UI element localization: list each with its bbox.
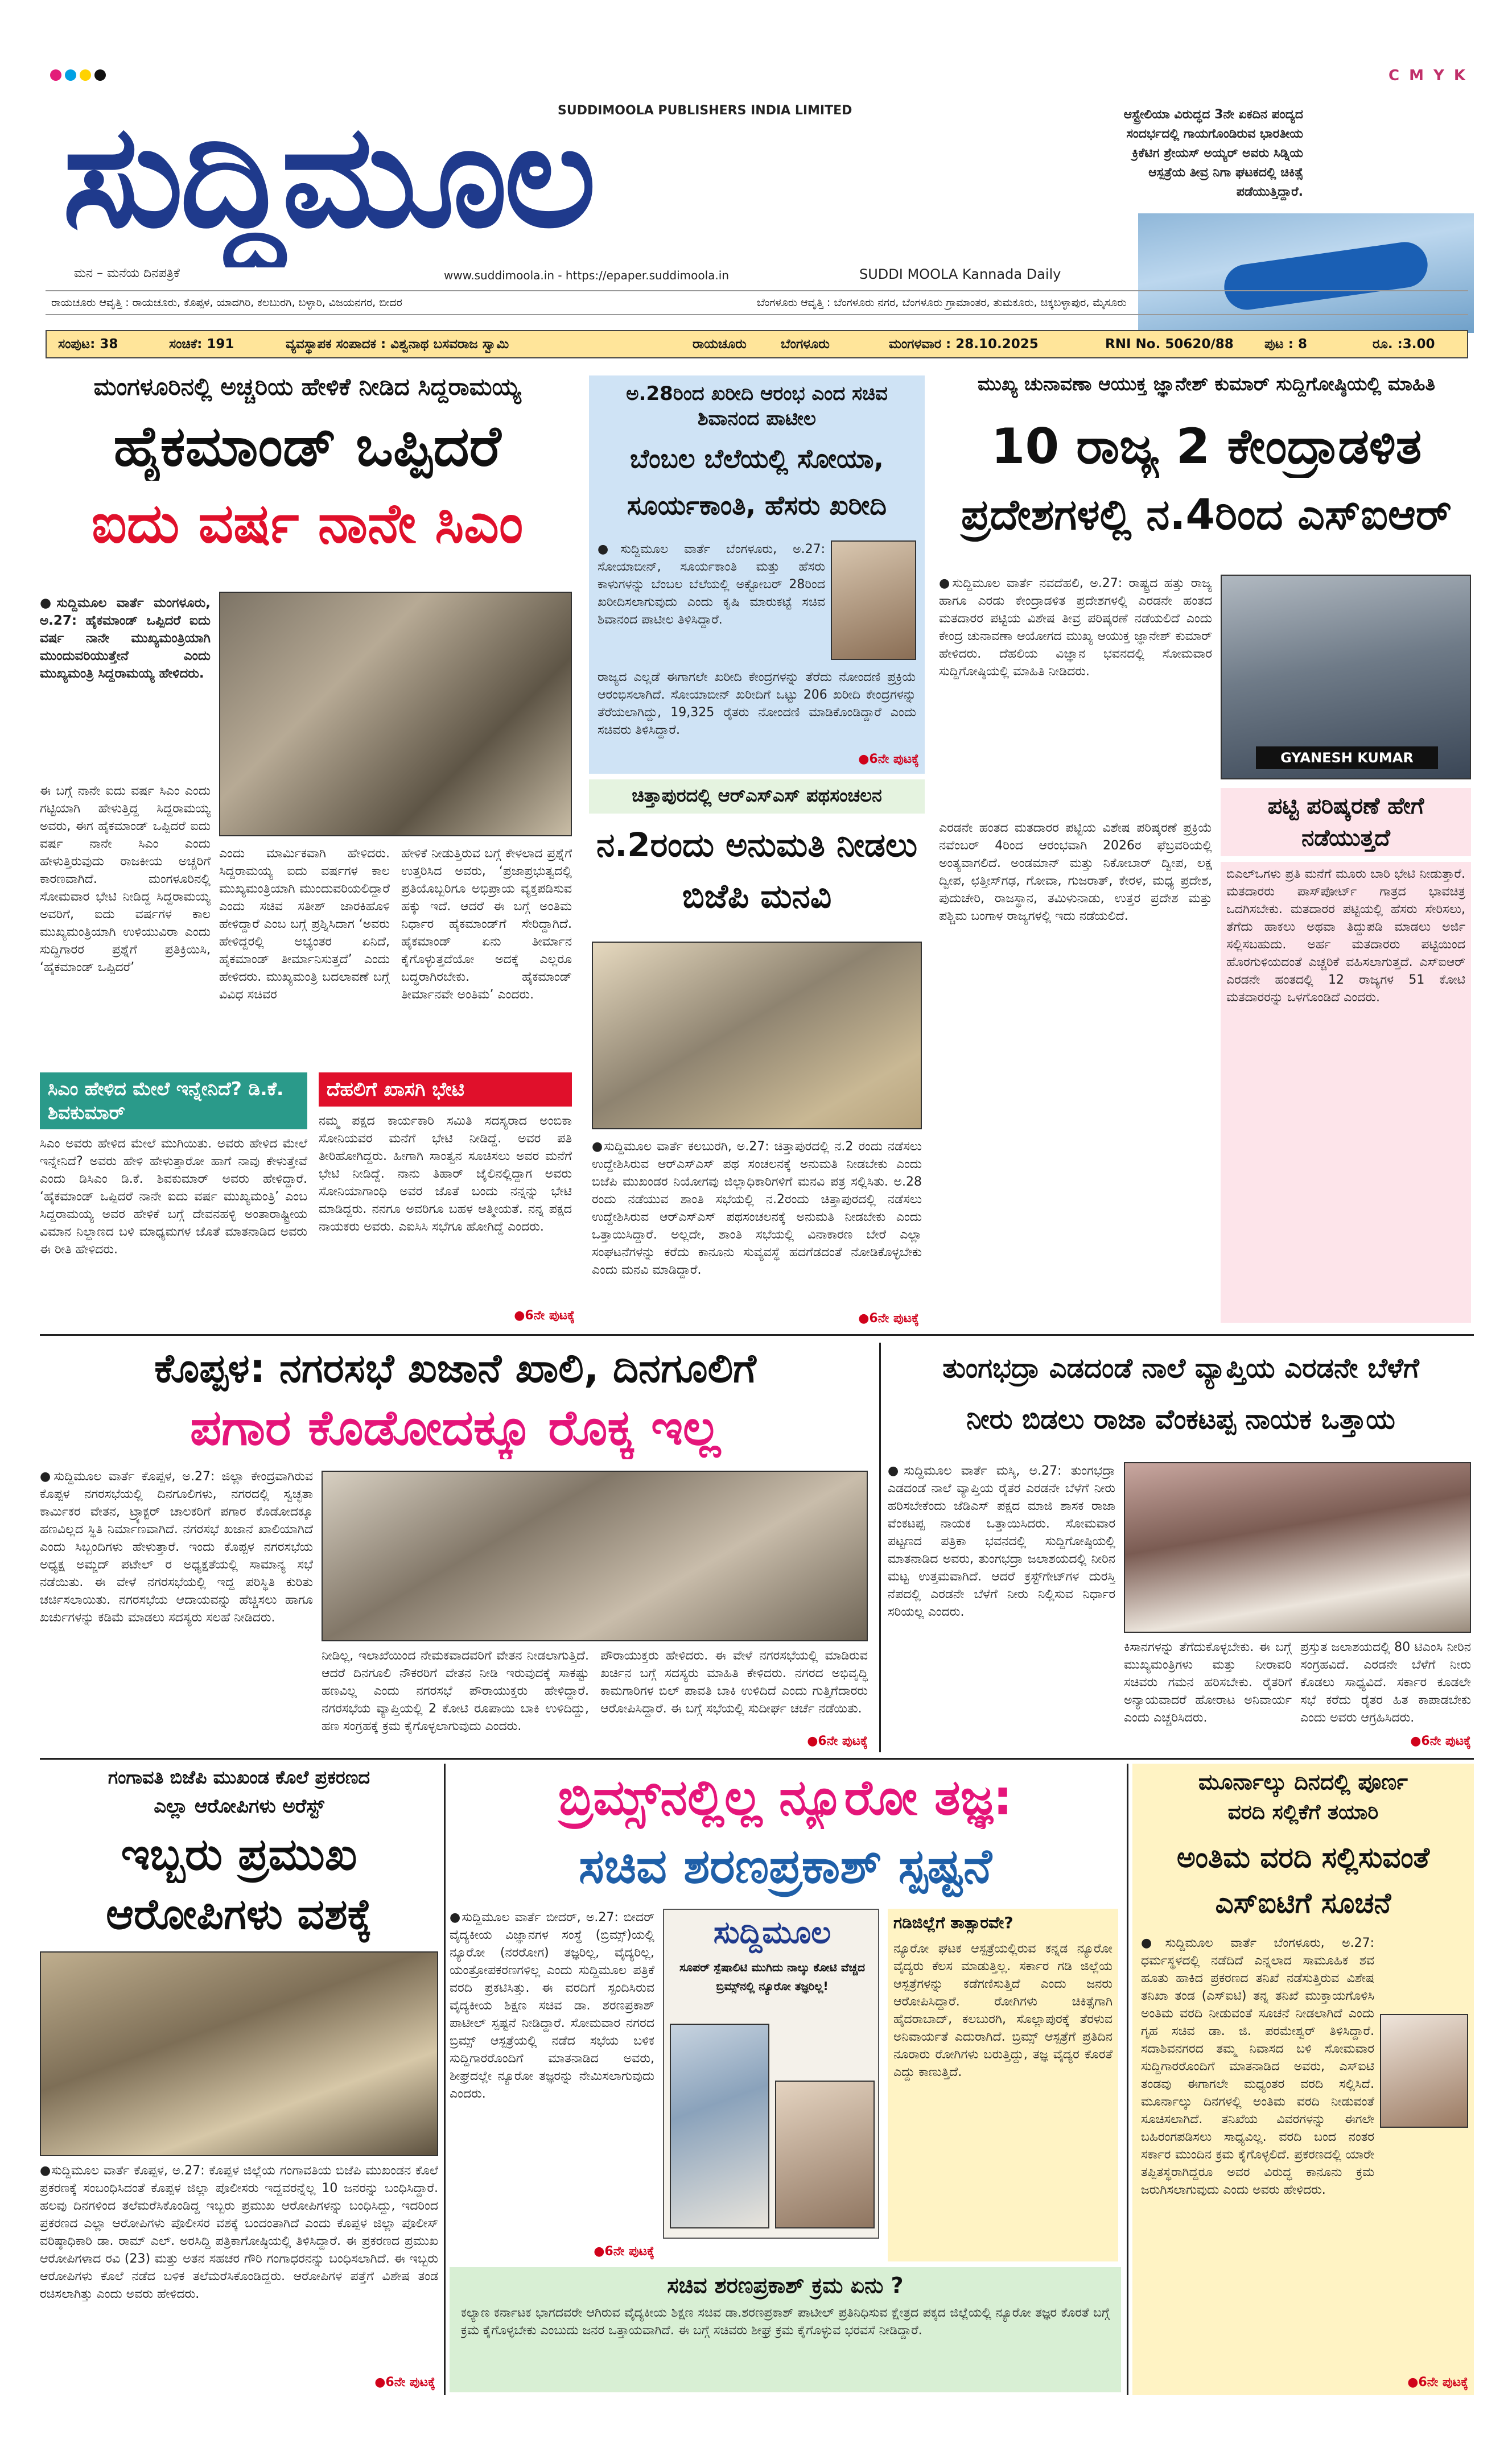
story4-headline-1: 10 ರಾಜ್ಯ 2 ಕೇಂದ್ರಾಡಳಿತ	[991, 418, 1422, 475]
story5-headline-1: ಕೊಪ್ಪಳ: ನಗರಸಭೆ ಖಜಾನೆ ಖಾಲಿ, ದಿನಗೂಲಿಗೆ	[154, 1345, 756, 1392]
story4-text1: ●ಸುದ್ದಿಮೂಲ ವಾರ್ತೆ ನವದೆಹಲಿ, ಅ.27: ರಾಷ್ಟ್ರದ ಹತ್ತು ರಾಜ್ಯ ಹಾಗೂ ಎರಡು ಕೇಂದ್ರಾಡಳಿತ ಪ್ರದೇಶಗಳಲ್ಲಿ ಎರಡನೇ ಹಂತದ ಮತದಾರರ ಪಟ್ಟಿಯ ವಿಶೇಷ ತೀವ್ರ ಪರಿಷ್ಕರಣೆ ನಡೆಯಲಿದೆ ಎಂದು ಕೇಂದ್ರ ಚುನಾವಣಾ ಆಯೋಗದ ಮುಖ್ಯ ಆಯುಕ್ತ ಜ್ಞಾನೇಶ್ ಕುಮಾರ್ ಹೇಳಿದರು. ದೆಹಲಿಯ ವಿಜ್ಞಾನ ಭವನದಲ್ಲಿ ಸೋಮವಾರ ಸುದ್ದಿಗೋಷ್ಠಿಯಲ್ಲಿ ಮಾಹಿತಿ ನೀಡಿದರು.	[939, 576, 1212, 679]
minister-clipping-photo	[775, 2081, 875, 2228]
bjp-delegation-photo	[592, 942, 922, 1129]
info-price: ರೂ. :3.00	[1373, 337, 1435, 352]
story-sir-voter-list	[939, 370, 1474, 1331]
info-city-raichur: ರಾಯಚೂರು	[693, 337, 747, 352]
story5-col2: ನೀಡಿಲ್ಲ, ಇಲಾಖೆಯಿಂದ ನೇಮಕವಾದವರಿಗೆ ವೇತನ ನೀಡಲಾಗುತ್ತಿದೆ. ಆದರೆ ದಿನಗೂಲಿ ನೌಕರರಿಗೆ ವೇತನ ನೀಡಿ ಇರುವುದಕ್ಕೆ ಸಾಕಷ್ಟು ಹಣವಿಲ್ಲ ಎಂದು ನಗರಸಭೆ ಪೌರಾಯುಕ್ತರು ಹೇಳಿದ್ದಾರೆ. ನಗರಸಭೆಯ ವ್ಯಾಪ್ತಿಯಲ್ಲಿ 2 ಕೋಟಿ ರೂಪಾಯಿ ಬಾಕಿ ಉಳಿದಿದ್ದು, ಹಣ ಸಂಗ್ರಹಕ್ಕೆ ಕ್ರಮ ಕೈಗೊಳ್ಳಲಾಗುವುದು ಎಂದರು.	[322, 1649, 589, 1734]
story4-sub-text: ಬಿಎಲ್‌ಒಗಳು ಪ್ರತಿ ಮನೆಗೆ ಮೂರು ಬಾರಿ ಭೇಟಿ ನೀಡುತ್ತಾರೆ. ಮತದಾರರು ಪಾಸ್‌ಪೋರ್ಟ್ ಗಾತ್ರದ ಭಾವಚಿತ್ರ ಒದಗಿಸಬೇಕು. ಮತದಾರರ ಪಟ್ಟಿಯಲ್ಲಿ ಹೆಸರು ಸೇರಿಸಲು, ತೆಗೆದು ಹಾಕಲು ಅಥವಾ ತಿದ್ದುಪಡಿ ಮಾಡಲು ಅರ್ಜಿ ಸಲ್ಲಿಸಬಹುದು. ಅರ್ಹ ಮತದಾರರು ಪಟ್ಟಿಯಿಂದ ಹೊರಗುಳಿಯದಂತೆ ಎಚ್ಚರಿಕೆ ವಹಿಸಲಾಗುತ್ತದೆ. ಎಸ್‌ಐಆರ್ ಎರಡನೇ ಹಂತದಲ್ಲಿ 12 ರಾಜ್ಯಗಳ 51 ಕೋಟಿ ಮತದಾರರನ್ನು ಒಳಗೊಂಡಿದೆ ಎಂದರು.	[1221, 862, 1471, 1323]
divider	[444, 1764, 446, 2395]
story9-headline-1: ಅಂತಿಮ ವರದಿ ಸಲ್ಲಿಸುವಂತೆ	[1176, 1841, 1430, 1874]
registration-dots	[50, 69, 113, 84]
story2-text1: ●ಸುದ್ದಿಮೂಲ ವಾರ್ತೆ ಬೆಂಗಳೂರು, ಅ.27: ಸೋಯಾಬೀನ್, ಸೂರ್ಯಕಾಂತಿ ಮತ್ತು ಹೆಸರು ಕಾಳುಗಳನ್ನು ಬೆಂಬಲ ಬೆಲೆಯಲ್ಲಿ ಅಕ್ಟೋಬರ್ 28ರಿಂದ ಖರೀದಿಸಲಾಗುವುದು ಎಂದು ಕೃಷಿ ಮಾರುಕಟ್ಟೆ ಸಚಿವ ಶಿವಾನಂದ ಪಾಟೀಲ ತಿಳಿಸಿದ್ದಾರೆ.	[598, 542, 825, 627]
hospital-photo	[670, 2024, 769, 2228]
story6-continued: ●6ನೇ ಪುಟಕ್ಕೆ	[1410, 1734, 1471, 1748]
police-press-photo	[40, 1951, 438, 2156]
cm-press-photo	[219, 592, 572, 836]
info-issue: ಸಂಚಿಕೆ: 191	[169, 337, 234, 352]
cmyk-marks: C M Y K	[1388, 67, 1468, 84]
story1-col2: ಎಂದು ಮಾರ್ಮಿಕವಾಗಿ ಹೇಳಿದರು. ಸಿದ್ದರಾಮಯ್ಯ ಐದು ವರ್ಷಗಳ ಕಾಲ ಮುಖ್ಯಮಂತ್ರಿಯಾಗಿ ಮುಂದುವರಿಯಲಿದ್ದಾರೆ ಎಂದು ಸಚಿವ ಸತೀಶ್ ಜಾರಕಿಹೊಳಿ ಹೇಳಿದ್ದಾರೆ ಎಂಬ ಬಗ್ಗೆ ಪ್ರಶ್ನಿಸಿದಾಗ ‘ಅವರು ಹೇಳಿದ್ದರಲ್ಲಿ ಅಭ್ಯಂತರ ಏನಿದೆ, ಹೈಕಮಾಂಡ್ ತೀರ್ಮಾನಿಸುತ್ತದೆ’ ಎಂದು ಹೇಳಿದರು. ಮುಖ್ಯಮಂತ್ರಿ ಬದಲಾವಣೆ ಬಗ್ಗೆ ವಿವಿಧ ಸಚಿವರ	[219, 847, 390, 1002]
story5-headline-2: ಪಗಾರ ಕೊಡೋದಕ್ಕೂ ರೊಕ್ಕ ಇಲ್ಲ	[189, 1400, 721, 1456]
newspaper-clipping	[663, 1909, 879, 2239]
action-box-text: ಕಲ್ಯಾಣ ಕರ್ನಾಟಕ ಭಾಗದವರೇ ಆಗಿರುವ ವೈದ್ಯಕೀಯ ಶಿಕ್ಷಣ ಸಚಿವ ಡಾ.ಶರಣಪ್ರಕಾಶ್ ಪಾಟೀಲ್ ಪ್ರತಿನಿಧಿಸುವ ಕ್ಷೇತ್ರದ ಪಕ್ಕದ ಜಿಲ್ಲೆಯಲ್ಲಿ ನ್ಯೂರೋ ತಜ್ಞರ ಕೊರತೆ ಬಗ್ಗೆ ಕ್ರಮ ಕೈಗೊಳ್ಳಬೇಕು ಎಂಬುದು ಜನರ ಒತ್ತಾಯವಾಗಿದೆ. ಈ ಬಗ್ಗೆ ಸಚಿವರು ಶೀಘ್ರ ಕ್ರಮ ಕೈಗೊಳ್ಳುವ ಭರವಸೆ ನೀಡಿದ್ದಾರೆ.	[461, 2306, 1110, 2338]
story1-sub2-heading: ದೆಹಲಿಗೆ ಖಾಸಗಿ ಭೇಟಿ	[319, 1072, 572, 1107]
story1-sub2-text: ನಮ್ಮ ಪಕ್ಷದ ಕಾರ್ಯಕಾರಿ ಸಮಿತಿ ಸದಸ್ಯರಾದ ಅಂಬಿಕಾ ಸೋನಿಯವರ ಮನೆಗೆ ಭೇಟಿ ನೀಡಿದ್ದೆ. ಅವರ ಪತಿ ತೀರಿಹೋಗಿದ್ದರು. ಹೀಗಾಗಿ ಸಾಂತ್ವನ ಸೂಚಿಸಲು ಅವರ ಮನೆಗೆ ಭೇಟಿ ನೀಡಿದ್ದೆ. ನಾನು ತಿಹಾರ್ ಜೈಲಿನಲ್ಲಿದ್ದಾಗ ಅವರು ಸೋನಿಯಾಗಾಂಧಿ ಅವರ ಜೊತೆ ಬಂದು ನನ್ನನ್ನು ಭೇಟಿ ಮಾಡಿದ್ದರು. ನನಗೂ ಅವರಿಗೂ ಬಹಳ ಆತ್ಮೀಯತೆ. ನನ್ನ ಪಕ್ಷದ ನಾಯಕರು ಅವರು. ಎಐಸಿಸಿ ಸಭೆಗೂ ಹೋಗಿದ್ದೆ ಎಂದರು.	[319, 1114, 572, 1234]
side-box-text: ನ್ಯೂರೋ ಘಟಕ ಆಸ್ಪತ್ರೆಯಲ್ಲಿರುವ ಕನ್ನಡ ನ್ಯೂರೋ ವೈದ್ಯರು ಕೆಲಸ ಮಾಡುತ್ತಿಲ್ಲ. ಸರ್ಕಾರ ಗಡಿ ಜಿಲ್ಲೆಯ ಆಸ್ಪತ್ರೆಗಳನ್ನು ಕಡೆಗಣಿಸುತ್ತಿದೆ ಎಂದು ಜನರು ಆರೋಪಿಸಿದ್ದಾರೆ. ರೋಗಿಗಳು ಚಿಕಿತ್ಸೆಗಾಗಿ ಹೈದರಾಬಾದ್, ಕಲಬುರಗಿ, ಸೊಲ್ಲಾಪುರಕ್ಕೆ ತೆರಳುವ ಅನಿವಾರ್ಯತೆ ಎದುರಾಗಿದೆ. ಬ್ರಿಮ್ಸ್ ಆಸ್ಪತ್ರೆಗೆ ಪ್ರತಿದಿನ ನೂರಾರು ರೋಗಿಗಳು ಬರುತ್ತಿದ್ದು, ತಜ್ಞ ವೈದ್ಯರ ಕೊರತೆ ಎದ್ದು ಕಾಣುತ್ತಿದೆ.	[893, 1942, 1113, 2079]
story9-kicker-2: ವರದಿ ಸಲ್ಲಿಕೆಗೆ ತಯಾರಿ	[1227, 1801, 1379, 1824]
story-sit-report	[1132, 1764, 1474, 2395]
story7-headline-1: ಇಬ್ಬರು ಪ್ರಮುಖ	[121, 1829, 357, 1880]
story-koppal-council	[40, 1343, 871, 1752]
story4-headline-2: ಪ್ರದೇಶಗಳಲ್ಲಿ ನ.4ರಿಂದ ಎಸ್‌ಐಆರ್	[961, 490, 1452, 539]
story1-col1: ಈ ಬಗ್ಗೆ ನಾನೇ ಐದು ವರ್ಷ ಸಿಎಂ ಎಂದು ಗಟ್ಟಿಯಾಗಿ ಹೇಳುತ್ತಿದ್ದ ಸಿದ್ದರಾಮಯ್ಯ ಅವರು, ಈಗ ಹೈಕಮಾಂಡ್ ಒಪ್ಪಿದರೆ ಐದು ವರ್ಷ ನಾನೇ ಸಿಎಂ ಎಂದು ಹೇಳುತ್ತಿರುವುದು ರಾಜಕೀಯ ಅಚ್ಚರಿಗೆ ಕಾರಣವಾಗಿದೆ. ಮಂಗಳೂರಿನಲ್ಲಿ ಸೋಮವಾರ ಭೇಟಿ ನೀಡಿದ್ದ ಸಿದ್ದರಾಮಯ್ಯ ಅವರಿಗೆ, ಐದು ವರ್ಷಗಳ ಕಾಲ ಮುಖ್ಯಮಂತ್ರಿಯಾಗಿ ಉಳಿಯುವಿರಾ ಎಂದು ಸುದ್ದಿಗಾರರ ಪ್ರಶ್ನೆಗೆ ಪ್ರತಿಕ್ರಿಯಿಸಿ, ‘ಹೈಕಮಾಂಡ್ ಒಪ್ಪಿದರೆ’	[40, 784, 211, 975]
divider	[40, 1758, 1474, 1760]
minister-action-box	[450, 2267, 1121, 2392]
story4-text2: ಎರಡನೇ ಹಂತದ ಮತದಾರರ ಪಟ್ಟಿಯ ವಿಶೇಷ ಪರಿಷ್ಕರಣೆ ಪ್ರಕ್ರಿಯೆ ನವೆಂಬರ್ 4ರಿಂದ ಆರಂಭವಾಗಿ 2026ರ ಫೆಬ್ರವರಿಯಲ್ಲಿ ಅಂತ್ಯವಾಗಲಿದೆ. ಅಂಡಮಾನ್ ಮತ್ತು ನಿಕೋಬಾರ್ ದ್ವೀಪ, ಲಕ್ಷ ದ್ವೀಪ, ಛತ್ತೀಸ್‌ಗಢ, ಗೋವಾ, ಗುಜರಾತ್, ಕೇರಳ, ಮಧ್ಯ ಪ್ರದೇಶ, ಪುದುಚೇರಿ, ರಾಜಸ್ಥಾನ, ತಮಿಳುನಾಡು, ಉತ್ತರ ಪ್ರದೇಶ ಮತ್ತು ಪಶ್ಚಿಮ ಬಂಗಾಳ ರಾಜ್ಯಗಳಲ್ಲಿ ಇದು ನಡೆಯಲಿದೆ.	[939, 821, 1212, 923]
info-rni: RNI No. 50620/88	[1105, 337, 1234, 352]
story6-text1: ●ಸುದ್ದಿಮೂಲ ವಾರ್ತೆ ಮಸ್ಕಿ, ಅ.27: ತುಂಗಭದ್ರಾ ಎಡದಂಡೆ ನಾಲೆ ವ್ಯಾಪ್ತಿಯ ರೈತರ ಎರಡನೇ ಬೆಳೆಗೆ ನೀರು ಹರಿಸಬೇಕೆಂದು ಜೆಡಿಎಸ್ ಪಕ್ಷದ ಮಾಜಿ ಶಾಸಕ ರಾಜಾ ವೆಂಕಟಪ್ಪ ನಾಯಕ ಒತ್ತಾಯಿಸಿದರು. ಸೋಮವಾರ ಪಟ್ಟಣದ ಪತ್ರಿಕಾ ಭವನದಲ್ಲಿ ಸುದ್ದಿಗೋಷ್ಠಿಯಲ್ಲಿ ಮಾತನಾಡಿದ ಅವರು, ತುಂಗಭದ್ರಾ ಜಲಾಶಯದಲ್ಲಿ ನೀರಿನ ಮಟ್ಟ ಉತ್ತಮವಾಗಿದೆ. ಆದರೆ ಕ್ರಸ್ಟ್‌ಗೇಟ್‌ಗಳ ದುರಸ್ತಿ ನೆಪದಲ್ಲಿ ಎರಡನೇ ಬೆಳೆಗೆ ನೀರು ನಿಲ್ಲಿಸುವ ನಿರ್ಧಾರ ಸರಿಯಲ್ಲ ಎಂದರು.	[888, 1464, 1115, 1619]
clipping-logo: ಸುದ್ದಿಮೂಲ	[713, 1914, 831, 1950]
story5-col1: ●ಸುದ್ದಿಮೂಲ ವಾರ್ತೆ ಕೊಪ್ಪಳ, ಅ.27: ಜಿಲ್ಲಾ ಕೇಂದ್ರವಾಗಿರುವ ಕೊಪ್ಪಳ ನಗರಸಭೆಯಲ್ಲಿ ದಿನಗೂಲಿಗಳು, ನಗರದಲ್ಲಿ ಸ್ವಚ್ಛತಾ ಕಾರ್ಮಿಕರ ವೇತನ, ಟ್ರ್ಯಾಕ್ಟರ್ ಚಾಲಕರಿಗೆ ಪಗಾರ ಕೊಡೋದಕ್ಕೂ ಹಣವಿಲ್ಲದ ಸ್ಥಿತಿ ನಿರ್ಮಾಣವಾಗಿದೆ. ನಗರಸಭೆ ಖಜಾನೆ ಖಾಲಿಯಾಗಿದೆ ಎಂದು ಸಿಬ್ಬಂದಿಗಳು ಹೇಳುತ್ತಾರೆ. ಇಂದು ಕೊಪ್ಪಳ ನಗರಸಭೆಯ ಅಧ್ಯಕ್ಷ ಅಮ್ಜದ್ ಪಟೇಲ್ ರ ಅಧ್ಯಕ್ಷತೆಯಲ್ಲಿ ಸಾಮಾನ್ಯ ಸಭೆ ನಡೆಯಿತು. ಈ ವೇಳೆ ನಗರಸಭೆಯಲ್ಲಿ ಇದ್ದ ಪರಿಸ್ಥಿತಿ ಕುರಿತು ಚರ್ಚಿಸಲಾಯಿತು. ನಗರಸಭೆಯ ಆದಾಯವನ್ನು ಹೆಚ್ಚಿಸಲು ಹಾಗೂ ಖರ್ಚುಗಳನ್ನು ಕಡಿಮೆ ಮಾಡಲು ಸದಸ್ಯರು ಸಲಹೆ ನೀಡಿದರು.	[40, 1470, 313, 1625]
clipping-headline: ಸೂಪರ್ ಸ್ಪೆಷಾಲಿಟಿ ಮುಗಿದು ನಾಲ್ಕು ಕೋಟಿ ವೆಚ್ಚದ ಬ್ರಿಮ್ಸ್‌ನಲ್ಲಿ ನ್ಯೂರೋ ತಜ್ಞರಿಲ್ಲ!	[679, 1961, 866, 1993]
story8-continued: ●6ನೇ ಪುಟಕ್ಕೆ	[594, 2244, 654, 2259]
story3-text: ●ಸುದ್ದಿಮೂಲ ವಾರ್ತೆ ಕಲಬುರಗಿ, ಅ.27: ಚಿತ್ತಾಪುರದಲ್ಲಿ ನ.2 ರಂದು ನಡೆಸಲು ಉದ್ದೇಶಿಸಿರುವ ಆರ್‌ಎಸ್‌ಎಸ್ ಪಥ ಸಂಚಲನಕ್ಕೆ ಅನುಮತಿ ನೀಡಬೇಕು ಎಂದು ಬಿಜೆಪಿ ಮುಖಂಡರ ನಿಯೋಗವು ಜಿಲ್ಲಾಧಿಕಾರಿಗಳಿಗೆ ಮನವಿ ಪತ್ರ ಸಲ್ಲಿಸಿತು. ಅ.28 ರಂದು ನಡೆಯುವ ಶಾಂತಿ ಸಭೆಯಲ್ಲಿ ನ.2ರಂದು ಚಿತ್ತಾಪುರದಲ್ಲಿ ನಡೆಸಲು ಉದ್ದೇಶಿಸಿರುವ ಆರ್‌ಎಸ್‌ಎಸ್ ಪಥಸಂಚಲನಕ್ಕೆ ಅನುಮತಿ ನೀಡಬೇಕು ಎಂದು ಒತ್ತಾಯಿಸಿದ್ದಾರೆ. ಅಲ್ಲದೇ, ಶಾಂತಿ ಸಭೆಯಲ್ಲಿ ವಿನಾಕಾರಣ ಬೇರೆ ಎಲ್ಲಾ ಸಂಘಟನೆಗಳನ್ನು ಕರೆದು ಕಾನೂನು ಸುವ್ಯವಸ್ಥೆ ಹದಗೆಡದಂತೆ ನೋಡಿಕೊಳ್ಳಬೇಕು ಎಂದು ಮನವಿ ಮಾಡಿದ್ದಾರೆ.	[592, 1140, 922, 1277]
divider	[879, 1343, 881, 1752]
info-bar	[46, 330, 1468, 358]
side-box-heading: ಗಡಿಜಿಲ್ಲೆಗೆ ತಾತ್ಸಾರವೇ?	[893, 1913, 1013, 1932]
photo-caption: GYANESH KUMAR	[1256, 746, 1438, 769]
info-pages: ಪುಟ : 8	[1264, 337, 1307, 352]
council-meeting-photo	[322, 1471, 868, 1641]
divider	[40, 1334, 1474, 1336]
editions-left: ರಾಯಚೂರು ಆವೃತ್ತಿ : ರಾಯಚೂರು, ಕೊಪ್ಪಳ, ಯಾದಗಿರಿ, ಕಲಬುರಗಿ, ಬಳ್ಳಾರಿ, ವಿಜಯನಗರ, ಬೀದರ	[51, 296, 402, 309]
editions-bar	[46, 290, 1468, 315]
story-tungabhadra-canal	[888, 1343, 1474, 1752]
info-date: ಮಂಗಳವಾರ : 28.10.2025	[889, 337, 1039, 352]
story6-headline-2: ನೀರು ಬಿಡಲು ರಾಜಾ ವೆಂಕಟಪ್ಪ ನಾಯಕ ಒತ್ತಾಯ	[966, 1404, 1395, 1435]
story4-kicker: ಮುಖ್ಯ ಚುನಾವಣಾ ಆಯುಕ್ತ ಜ್ಞಾನೇಶ್ ಕುಮಾರ್ ಸುದ್ದಿಗೋಷ್ಠಿಯಲ್ಲಿ ಮಾಹಿತಿ	[977, 373, 1436, 395]
story4-sub-heading: ಪಟ್ಟಿ ಪರಿಷ್ಕರಣೆ ಹೇಗೆ ನಡೆಯುತ್ತದೆ	[1221, 788, 1471, 856]
story6-text3: ಪ್ರಸ್ತುತ ಜಲಾಶಯದಲ್ಲಿ 80 ಟಿಎಂಸಿ ನೀರಿನ ಸಂಗ್ರಹವಿದೆ. ಎರಡನೇ ಬೆಳೆಗೆ ನೀರು ಕೊಡಲು ಸಾಧ್ಯವಿದೆ. ಸರ್ಕಾರ ಕೂಡಲೇ ಸಭೆ ಕರೆದು ರೈತರ ಹಿತ ಕಾಪಾಡಬೇಕು ಎಂದು ಅವರು ಆಗ್ರಹಿಸಿದರು.	[1300, 1640, 1471, 1725]
press-meet-photo	[1124, 1462, 1471, 1633]
story7-kicker-2: ಎಲ್ಲಾ ಆರೋಪಿಗಳು ಅರೆಸ್ಟ್	[154, 1795, 324, 1818]
story9-headline-2: ಎಸ್‌ಐಟಿಗೆ ಸೂಚನೆ	[1215, 1887, 1391, 1920]
story8-headline-2: ಸಚಿವ ಶರಣಪ್ರಕಾಶ್ ಸ್ಪಷ್ಟನೆ	[578, 1838, 992, 1894]
info-editor: ವ್ಯವಸ್ಥಾಪಕ ಸಂಪಾದಕ : ವಿಶ್ವನಾಥ ಬಸವರಾಜ ಸ್ವಾಮಿ	[286, 337, 509, 352]
story-rss-march	[589, 779, 925, 1331]
story-brims-neuro	[450, 1764, 1121, 2395]
story1-sub1-text: ಸಿಎಂ ಅವರು ಹೇಳಿದ ಮೇಲೆ ಮುಗಿಯಿತು. ಅವರು ಹೇಳಿದ ಮೇಲೆ ಇನ್ನೇನಿದೆ? ಅವರು ಹೇಳಿ ಹೇಳುತ್ತಾರೋ ಹಾಗೆ ನಾವು ಕೇಳುತ್ತೇವೆ ಎಂದು ಡಿಸಿಎಂ ಡಿ.ಕೆ. ಶಿವಕುಮಾರ್ ಅವರು ಹೇಳಿದ್ದಾರೆ. ‘ಹೈಕಮಾಂಡ್ ಒಪ್ಪಿದರೆ ನಾನೇ ಐದು ವರ್ಷ ಮುಖ್ಯಮಂತ್ರಿ’ ಎಂಬ ಸಿದ್ದರಾಮಯ್ಯ ಅವರ ಹೇಳಿಕೆ ಬಗ್ಗೆ ದೇವನಹಳ್ಳಿ ಅಂತಾರಾಷ್ಟ್ರೀಯ ವಿಮಾನ ನಿಲ್ದಾಣದ ಬಳಿ ಮಾಧ್ಯಮಗಳ ಜೊತೆ ಮಾತನಾಡಿದ ಅವರು ಈ ರೀತಿ ಹೇಳಿದರು.	[40, 1137, 307, 1257]
divider	[1127, 1764, 1128, 2395]
story5-col3: ಪೌರಾಯುಕ್ತರು ಹೇಳಿದರು. ಈ ವೇಳೆ ನಗರಸಭೆಯಲ್ಲಿ ಮಾಡಿರುವ ಖರ್ಚಿನ ಬಗ್ಗೆ ಸದಸ್ಯರು ಮಾಹಿತಿ ಕೇಳಿದರು. ನಗರದ ಅಭಿವೃದ್ಧಿ ಕಾಮಗಾರಿಗಳ ಬಿಲ್ ಪಾವತಿ ಬಾಕಿ ಉಳಿದಿದೆ ಎಂದು ಗುತ್ತಿಗೆದಾರರು ಆರೋಪಿಸಿದ್ದಾರೆ. ಈ ಬಗ್ಗೆ ಸಭೆಯಲ್ಲಿ ಸುದೀರ್ಘ ಚರ್ಚೆ ನಡೆಯಿತು.	[600, 1649, 868, 1716]
story6-headline-1: ತುಂಗಭದ್ರಾ ಎಡದಂಡೆ ನಾಲೆ ವ್ಯಾಪ್ತಿಯ ಎರಡನೇ ಬೆಳೆಗೆ	[942, 1352, 1419, 1384]
website[interactable]: www.suddimoola.in - https://epaper.suddimoola.in	[444, 269, 730, 282]
story1-kicker: ಮಂಗಳೂರಿನಲ್ಲಿ ಅಚ್ಚರಿಯ ಹೇಳಿಕೆ ನೀಡಿದ ಸಿದ್ದರಾಮಯ್ಯ	[93, 373, 521, 401]
publisher-name: SUDDIMOOLA PUBLISHERS INDIA LIMITED	[558, 104, 852, 118]
story3-continued: ●6ನೇ ಪುಟಕ್ಕೆ	[858, 1311, 919, 1326]
story2-headline: ಬೆಂಬಲ ಬೆಲೆಯಲ್ಲಿ ಸೋಯಾ, ಸೂರ್ಯಕಾಂತಿ, ಹೆಸರು ಖರೀದಿ	[627, 443, 887, 521]
story3-kicker: ಚಿತ್ತಾಪುರದಲ್ಲಿ ಆರ್‌ಎಸ್‌ಎಸ್ ಪಥಸಂಚಲನ	[589, 779, 925, 814]
editions-right: ಬೆಂಗಳೂರು ಆವೃತ್ತಿ : ಬೆಂಗಳೂರು ನಗರ, ಬೆಂಗಳೂರು ಗ್ರಾಮಾಂತರ, ತುಮಕೂರು, ಚಿಕ್ಕಬಳ್ಳಾಪುರ, ಮೈಸೂರು	[757, 296, 1127, 309]
gyanesh-kumar-photo	[1221, 575, 1471, 779]
story5-continued: ●6ನೇ ಪುಟಕ್ಕೆ	[807, 1734, 868, 1748]
story1-sub1-heading: ಸಿಎಂ ಹೇಳಿದ ಮೇಲೆ ಇನ್ನೇನಿದೆ? ಡಿ.ಕೆ. ಶಿವಕುಮಾರ್	[40, 1072, 307, 1129]
teaser-text: ಆಸ್ಟ್ರೇಲಿಯಾ ವಿರುದ್ಧದ 3ನೇ ಏಕದಿನ ಪಂದ್ಯದ ಸಂದರ್ಭದಲ್ಲಿ ಗಾಯಗೊಂಡಿರುವ ಭಾರತೀಯ ಕ್ರಿಕೆಟಿಗ ಶ್ರೇಯಸ್ ಅಯ್ಯರ್ ಅವರು ಸಿಡ್ನಿಯ ಆಸ್ಪತ್ರೆಯ ತೀವ್ರ ನಿಗಾ ಘಟಕದಲ್ಲಿ ಚಿಕಿತ್ಸೆ ಪಡೆಯುತ್ತಿದ್ದಾರೆ.	[1123, 108, 1303, 199]
story9-text: ●ಸುದ್ದಿಮೂಲ ವಾರ್ತೆ ಬೆಂಗಳೂರು, ಅ.27: ಧರ್ಮಸ್ಥಳದಲ್ಲಿ ನಡೆದಿದೆ ಎನ್ನಲಾದ ಸಾಮೂಹಿಕ ಶವ ಹೂತು ಹಾಕಿದ ಪ್ರಕರಣದ ತನಿಖೆ ನಡೆಸುತ್ತಿರುವ ವಿಶೇಷ ತನಿಖಾ ತಂಡ (ಎಸ್‌ಐಟಿ) ತನ್ನ ತನಿಖೆ ಮುಕ್ತಾಯಗೊಳಿಸಿ ಅಂತಿಮ ವರದಿ ನೀಡುವಂತೆ ಸೂಚನೆ ನೀಡಲಾಗಿದೆ ಎಂದು ಗೃಹ ಸಚಿವ ಡಾ. ಜಿ. ಪರಮೇಶ್ವರ್ ತಿಳಿಸಿದ್ದಾರೆ. ಸದಾಶಿವನಗರದ ತಮ್ಮ ನಿವಾಸದ ಬಳಿ ಸೋಮವಾರ ಸುದ್ದಿಗಾರರೊಂದಿಗೆ ಮಾತನಾಡಿದ ಅವರು, ಎಸ್‌ಐಟಿ ತಂಡವು ಈಗಾಗಲೇ ಮಧ್ಯಂತರ ವರದಿ ಸಲ್ಲಿಸಿದೆ. ಮೂರ್ನಾಲ್ಕು ದಿನಗಳಲ್ಲಿ ಅಂತಿಮ ವರದಿ ನೀಡುವಂತೆ ಸೂಚಿಸಲಾಗಿದೆ. ತನಿಖೆಯ ವಿವರಗಳನ್ನು ಈಗಲೇ ಬಹಿರಂಗಪಡಿಸಲು ಸಾಧ್ಯವಿಲ್ಲ. ವರದಿ ಬಂದ ನಂತರ ಸರ್ಕಾರ ಮುಂದಿನ ಕ್ರಮ ಕೈಗೊಳ್ಳಲಿದೆ. ಪ್ರಕರಣದಲ್ಲಿ ಯಾರೇ ತಪ್ಪಿತಸ್ಥರಾಗಿದ್ದರೂ ಅವರ ವಿರುದ್ಧ ಕಾನೂನು ಕ್ರಮ ಜರುಗಿಸಲಾಗುವುದು ಎಂದು ಅವರು ಹೇಳಿದರು.	[1141, 1936, 1374, 2197]
tagline: ಮನ – ಮನೆಯ ದಿನಪತ್ರಿಕೆ	[74, 266, 180, 280]
story-msp-procurement	[589, 375, 925, 774]
story3-headline: ನ.2ರಂದು ಅನುಮತಿ ನೀಡಲು ಬಿಜೆಪಿ ಮನವಿ	[596, 826, 918, 915]
story7-text: ●ಸುದ್ದಿಮೂಲ ವಾರ್ತೆ ಕೊಪ್ಪಳ, ಅ.27: ಕೊಪ್ಪಳ ಜಿಲ್ಲೆಯ ಗಂಗಾವತಿಯ ಬಿಜೆಪಿ ಮುಖಂಡನ ಕೊಲೆ ಪ್ರಕರಣಕ್ಕೆ ಸಂಬಂಧಿಸಿದಂತೆ ಕೊಪ್ಪಳ ಜಿಲ್ಲಾ ಪೊಲೀಸರು ಇದ್ದವರನ್ನೆಲ್ಲ 10 ಜನರನ್ನು ಬಂಧಿಸಿದ್ದಾರೆ. ಹಲವು ದಿನಗಳಿಂದ ತಲೆಮರೆಸಿಕೊಂಡಿದ್ದ ಇಬ್ಬರು ಪ್ರಮುಖ ಆರೋಪಿಗಳನ್ನು ಬಂಧಿಸಿದ್ದು, ಇದರಿಂದ ಪ್ರಕರಣದ ಎಲ್ಲಾ ಆರೋಪಿಗಳು ಪೊಲೀಸರ ವಶಕ್ಕೆ ಬಂದಂತಾಗಿದೆ ಎಂದು ಕೊಪ್ಪಳ ಜಿಲ್ಲಾ ಪೊಲೀಸ್ ವರಿಷ್ಠಾಧಿಕಾರಿ ಡಾ. ರಾಮ್ ಎಲ್. ಅರಸಿದ್ದಿ ಪತ್ರಿಕಾಗೋಷ್ಠಿಯಲ್ಲಿ ತಿಳಿಸಿದ್ದಾರೆ. ಈ ಪ್ರಕರಣದ ಪ್ರಮುಖ ಆರೋಪಿಗಳಾದ ರವಿ (23) ಮತ್ತು ಅತನ ಸಹಚರ ಗೌರಿ ಗಂಗಾಧರನನ್ನು ಬಂಧಿಸಲಾಗಿದೆ. ಈ ಇಬ್ಬರು ಆರೋಪಿಗಳು ಕೊಲೆ ನಡೆದ ಬಳಿಕ ತಲೆಮರೆಸಿಕೊಂಡಿದ್ದರು. ಆರೋಪಿಗಳ ಪತ್ತೆಗೆ ವಿಶೇಷ ತಂಡ ರಚಿಸಲಾಗಿತ್ತು ಎಂದು ಅವರು ಹೇಳಿದರು.	[40, 2164, 438, 2301]
story1-continued: ●6ನೇ ಪುಟಕ್ಕೆ	[514, 1309, 575, 1323]
story6-text2: ಕಿಸಾನಗಳನ್ನು ತೆಗೆದುಕೊಳ್ಳಬೇಕು. ಈ ಬಗ್ಗೆ ಮುಖ್ಯಮಂತ್ರಿಗಳು ಮತ್ತು ನೀರಾವರಿ ಸಚಿವರು ಗಮನ ಹರಿಸಬೇಕು. ರೈತರಿಗೆ ಅನ್ಯಾಯವಾದರೆ ಹೋರಾಟ ಅನಿವಾರ್ಯ ಎಂದು ಎಚ್ಚರಿಸಿದರು.	[1124, 1640, 1292, 1725]
story2-continued: ●6ನೇ ಪುಟಕ್ಕೆ	[858, 752, 919, 766]
minister-photo	[831, 540, 916, 660]
story1-headline-1: ಹೈಕಮಾಂಡ್ ಒಪ್ಪಿದರೆ	[113, 414, 501, 479]
story9-continued: ●6ನೇ ಪುಟಕ್ಕೆ	[1407, 2375, 1468, 2389]
story8-text: ●ಸುದ್ದಿಮೂಲ ವಾರ್ತೆ ಬೀದರ್, ಅ.27: ಬೀದರ್ ವೈದ್ಯಕೀಯ ವಿಜ್ಞಾನಗಳ ಸಂಸ್ಥೆ (ಬ್ರಿಮ್ಸ್)ಯಲ್ಲಿ ನ್ಯೂರೋ (ನರರೋಗ) ತಜ್ಞರಿಲ್ಲ, ವೈದ್ಯರಿಲ್ಲ, ಯಂತ್ರೋಪಕರಣಗಳಿಲ್ಲ ಎಂದು ಸುದ್ದಿಮೂಲ ಪತ್ರಿಕೆ ವರದಿ ಪ್ರಕಟಿಸಿತ್ತು. ಈ ವರದಿಗೆ ಸ್ಪಂದಿಸಿರುವ ವೈದ್ಯಕೀಯ ಶಿಕ್ಷಣ ಸಚಿವ ಡಾ. ಶರಣಪ್ರಕಾಶ್ ಪಾಟೀಲ್ ಸ್ಪಷ್ಟನೆ ನೀಡಿದ್ದಾರೆ. ಸೋಮವಾರ ನಗರದ ಬ್ರಿಮ್ಸ್ ಆಸ್ಪತ್ರೆಯಲ್ಲಿ ನಡೆದ ಸಭೆಯ ಬಳಿಕ ಸುದ್ದಿಗಾರರೊಂದಿಗೆ ಮಾತನಾಡಿದ ಅವರು, ಶೀಘ್ರದಲ್ಲೇ ನ್ಯೂರೋ ತಜ್ಞರನ್ನು ನೇಮಿಸಲಾಗುವುದು ಎಂದರು.	[450, 1910, 654, 2101]
story1-lead: ●ಸುದ್ದಿಮೂಲ ವಾರ್ತೆ ಮಂಗಳೂರು, ಅ.27: ಹೈಕಮಾಂಡ್ ಒಪ್ಪಿದರೆ ಐದು ವರ್ಷ ನಾನೇ ಮುಖ್ಯಮಂತ್ರಿಯಾಗಿ ಮುಂದುವರಿಯುತ್ತೇನೆ ಎಂದು ಮುಖ್ಯಮಂತ್ರಿ ಸಿದ್ದರಾಮಯ್ಯ ಹೇಳಿದರು.	[40, 596, 211, 681]
story8-headline-1: ಬ್ರಿಮ್ಸ್‌ನಲ್ಲಿಲ್ಲ ನ್ಯೂರೋ ತಜ್ಞ:	[558, 1769, 1013, 1826]
info-volume: ಸಂಪುಟ: 38	[58, 337, 118, 352]
story7-kicker-1: ಗಂಗಾವತಿ ಬಿಜೆಪಿ ಮುಖಂಡ ಕೊಲೆ ಪ್ರಕರಣದ	[108, 1767, 370, 1788]
story2-kicker: ಅ.28ರಿಂದ ಖರೀದಿ ಆರಂಭ ಎಂದ ಸಚಿವ ಶಿವಾನಂದ ಪಾಟೀಲ	[626, 382, 888, 430]
story-cm-highcommand	[40, 370, 575, 1331]
home-minister-photo	[1380, 2014, 1468, 2128]
story-gangavati-murder	[40, 1764, 438, 2395]
masthead-logo: ಸುದ್ದಿಮೂಲ	[63, 93, 593, 259]
side-box	[888, 1909, 1118, 2261]
story1-headline-2: ಐದು ವರ್ಷ ನಾನೇ ಸಿಎಂ	[91, 492, 524, 555]
story9-kicker-1: ಮೂರ್ನಾಲ್ಕು ದಿನದಲ್ಲಿ ಪೂರ್ಣ	[1198, 1769, 1408, 1794]
english-name: SUDDI MOOLA Kannada Daily	[859, 266, 1061, 282]
story1-col3: ಹೇಳಿಕೆ ನೀಡುತ್ತಿರುವ ಬಗ್ಗೆ ಕೇಳಲಾದ ಪ್ರಶ್ನೆಗೆ ಉತ್ತರಿಸಿದ ಅವರು, ‘ಪ್ರಜಾಪ್ರಭುತ್ವದಲ್ಲಿ ಪ್ರತಿಯೊಬ್ಬರಿಗೂ ಅಭಿಪ್ರಾಯ ವ್ಯಕ್ತಪಡಿಸುವ ಹಕ್ಕು ಇದೆ. ಆದರೆ ಈ ಬಗ್ಗೆ ಅಂತಿಮ ನಿರ್ಧಾರ ಹೈಕಮಾಂಡ್‌ಗೆ ಸೇರಿದ್ದಾಗಿದೆ. ಹೈಕಮಾಂಡ್ ಏನು ತೀರ್ಮಾನ ಕೈಗೊಳ್ಳುತ್ತದೆಯೋ ಅದಕ್ಕೆ ಎಲ್ಲರೂ ಬದ್ಧರಾಗಿರಬೇಕು. ಹೈಕಮಾಂಡ್ ತೀರ್ಮಾನವೇ ಅಂತಿಮ’ ಎಂದರು.	[401, 847, 572, 1002]
story2-text2: ರಾಜ್ಯದ ಎಲ್ಲಡೆ ಈಗಾಗಲೇ ಖರೀದಿ ಕೇಂದ್ರಗಳನ್ನು ತೆರೆದು ನೋಂದಣಿ ಪ್ರಕ್ರಿಯೆ ಆರಂಭಿಸಲಾಗಿದೆ. ಸೋಯಾಬೀನ್ ಖರೀದಿಗೆ ಒಟ್ಟು 206 ಖರೀದಿ ಕೇಂದ್ರಗಳನ್ನು ತೆರೆಯಲಾಗಿದ್ದು, 19,325 ರೈತರು ನೋಂದಣಿ ಮಾಡಿಕೊಂಡಿದ್ದಾರೆ ಎಂದು ಸಚಿವರು ತಿಳಿಸಿದ್ದಾರೆ.	[598, 670, 916, 737]
info-city-bengaluru: ಬೆಂಗಳೂರು	[781, 337, 830, 352]
story7-continued: ●6ನೇ ಪುಟಕ್ಕೆ	[374, 2375, 435, 2389]
action-box-title: ಸಚಿವ ಶರಣಪ್ರಕಾಶ್ ಕ್ರಮ ಏನು ?	[667, 2273, 904, 2298]
story7-headline-2: ಆರೋಪಿಗಳು ವಶಕ್ಕೆ	[106, 1890, 372, 1939]
